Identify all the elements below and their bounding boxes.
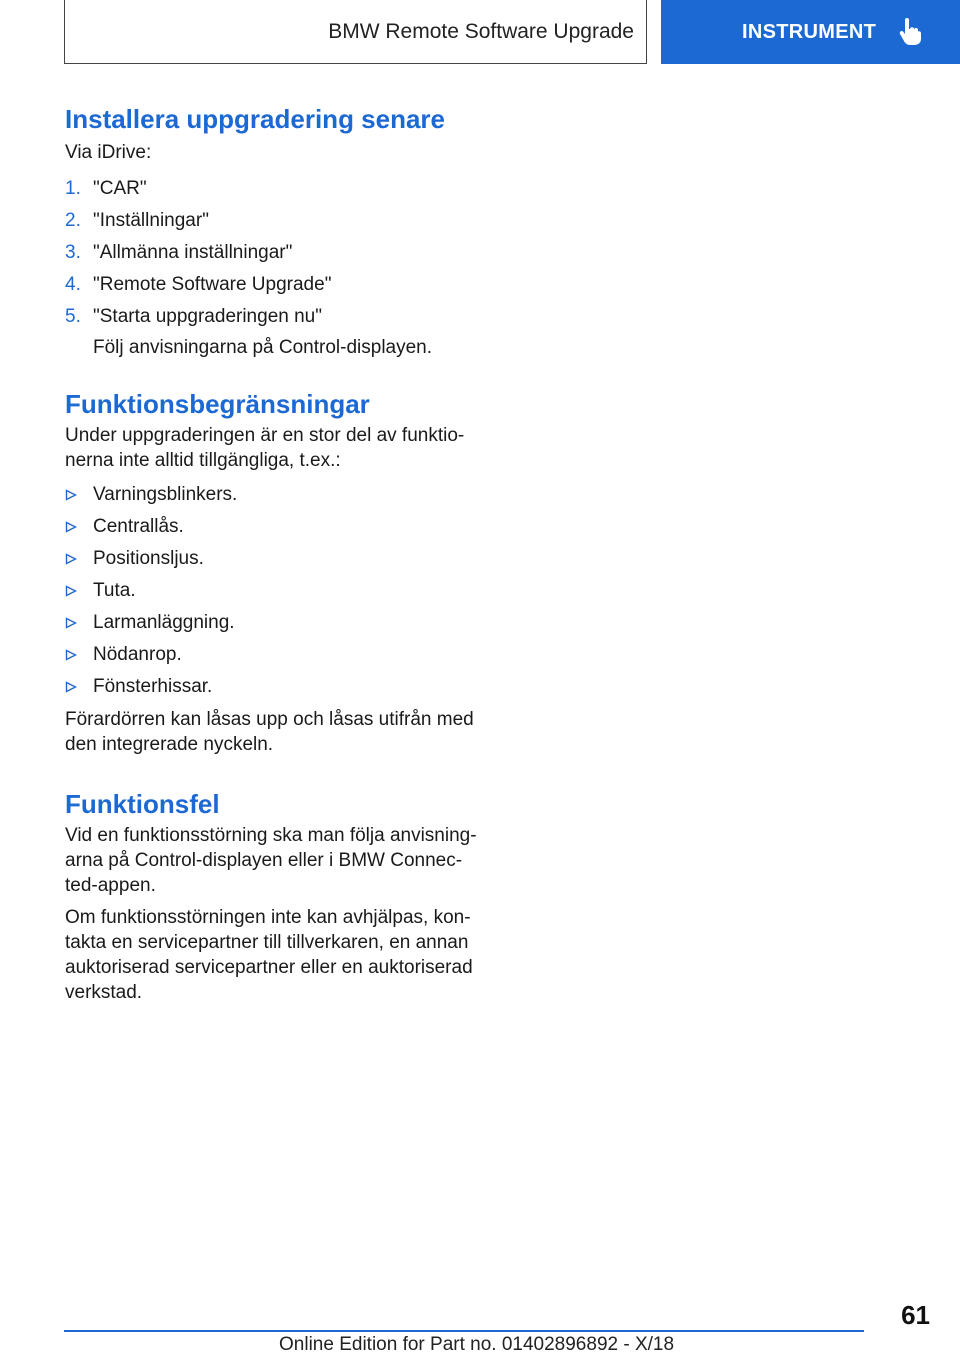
limitations-list	[65, 479, 485, 703]
limitations-outro-2: den integrerade nyckeln.	[65, 734, 274, 755]
heading-install-later: Installera uppgradering senare	[65, 104, 446, 134]
malfunction-p2-line: auktoriserad servicepartner eller en auktoriserad	[65, 957, 473, 978]
limitations-intro-2: nerna inte alltid tillgängliga, t.ex.:	[65, 450, 341, 471]
malfunction-p1-line: arna på Control-displayen eller i BMW Connec-	[65, 850, 463, 871]
triangle-bullet-icon	[65, 649, 93, 661]
bullet-text: Tuta.	[93, 580, 136, 601]
steps-list	[65, 173, 485, 333]
list-item	[65, 511, 485, 543]
page-number: 61	[901, 1300, 930, 1330]
section-tab	[661, 0, 960, 64]
bullet-text: Varningsblinkers.	[93, 484, 238, 505]
bullet-text: Centrallås.	[93, 516, 184, 537]
step-number: 4.	[65, 274, 81, 295]
page-content	[65, 100, 485, 1005]
malfunction-p1-line: Vid en funktionsstörning ska man följa anvisning-	[65, 825, 477, 846]
list-item	[65, 607, 485, 639]
bullet-text: Fönsterhissar.	[93, 676, 213, 697]
list-item	[65, 671, 485, 703]
triangle-bullet-icon	[65, 681, 93, 693]
bullet-text: Positionsljus.	[93, 548, 204, 569]
step-text: "Inställningar"	[93, 210, 209, 231]
list-item	[65, 639, 485, 671]
step-text: "CAR"	[93, 178, 147, 199]
triangle-bullet-icon	[65, 521, 93, 533]
pointing-hand-icon	[898, 18, 922, 46]
step-number: 1.	[65, 178, 81, 199]
step-number: 3.	[65, 242, 81, 263]
intro-idrive: Via iDrive:	[65, 142, 152, 163]
heading-limitations: Funktionsbegränsningar	[65, 389, 370, 419]
triangle-bullet-icon	[65, 585, 93, 597]
footer-divider	[64, 1330, 864, 1332]
bullet-text: Larmanläggning.	[93, 612, 235, 633]
list-item	[65, 479, 485, 511]
list-item	[65, 575, 485, 607]
list-item	[65, 269, 485, 301]
step-text: "Allmänna inställningar"	[93, 242, 293, 263]
header-title-box	[64, 0, 647, 64]
list-item	[65, 543, 485, 575]
triangle-bullet-icon	[65, 617, 93, 629]
limitations-outro-1: Förardörren kan låsas upp och låsas utifrån med	[65, 709, 474, 730]
footer-edition: Online Edition for Part no. 01402896892 - X/18	[279, 1334, 675, 1355]
step-text: "Starta uppgraderingen nu"	[93, 306, 322, 327]
malfunction-p2-line: verkstad.	[65, 982, 143, 1003]
step-text: "Remote Software Upgrade"	[93, 274, 332, 295]
step-number: 5.	[65, 306, 81, 327]
malfunction-p2-line: takta en servicepartner till tillverkaren, en annan	[65, 932, 469, 953]
malfunction-p1-line: ted-appen.	[65, 875, 156, 896]
step-number: 2.	[65, 210, 81, 231]
limitations-intro-1: Under uppgraderingen är en stor del av funktio-	[65, 425, 465, 446]
triangle-bullet-icon	[65, 489, 93, 501]
header-title: BMW Remote Software Upgrade	[328, 19, 634, 43]
triangle-bullet-icon	[65, 553, 93, 565]
list-item	[65, 237, 485, 269]
list-item	[65, 205, 485, 237]
section-label: INSTRUMENT	[742, 20, 877, 43]
bullet-text: Nödanrop.	[93, 644, 182, 665]
heading-malfunction: Funktionsfel	[65, 789, 220, 819]
list-item	[65, 301, 485, 333]
step-note: Följ anvisningarna på Control-displayen.	[93, 337, 433, 358]
malfunction-p2-line: Om funktionsstörningen inte kan avhjälpas, kon-	[65, 907, 471, 928]
list-item	[65, 173, 485, 205]
